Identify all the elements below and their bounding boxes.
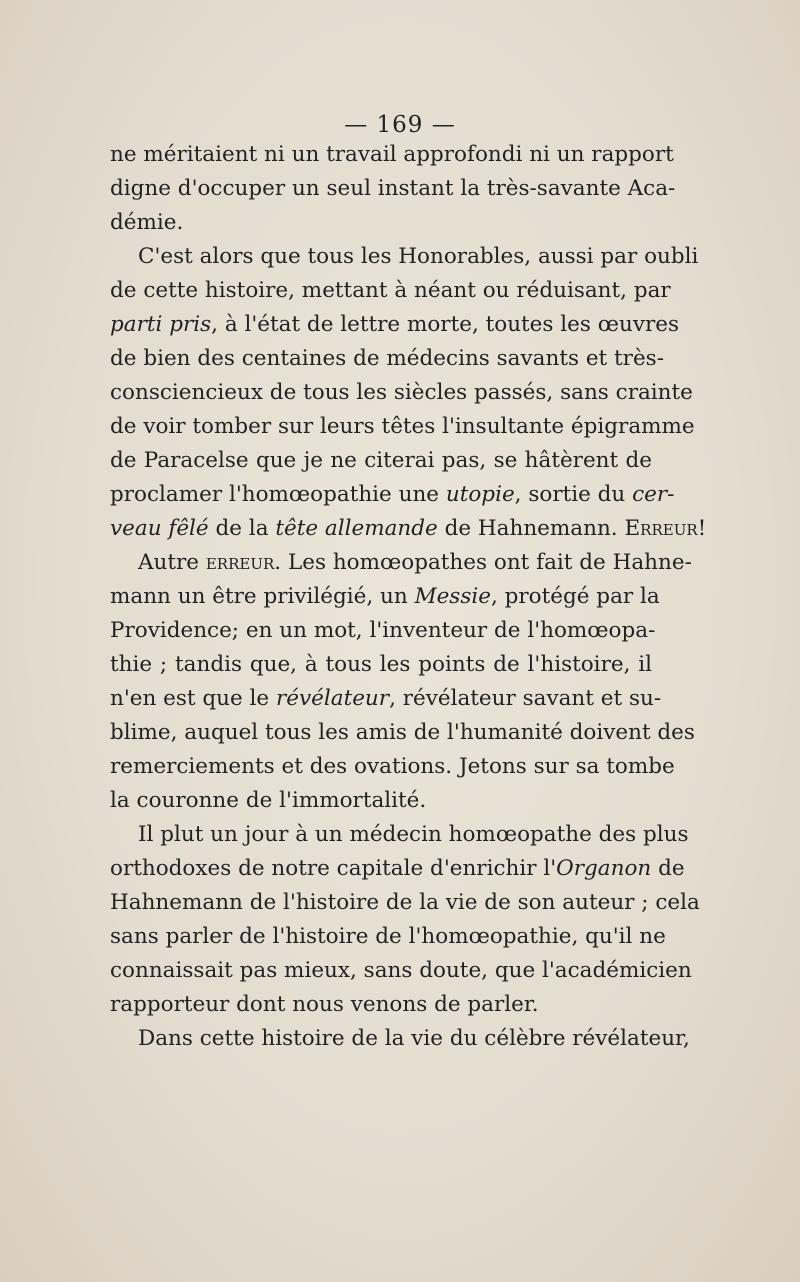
text-line <box>110 546 692 580</box>
text-segment: Organon <box>556 856 652 881</box>
text-segment: consciencieux de tous les siècles passés, sans crainte <box>110 380 693 405</box>
text-line <box>110 784 652 818</box>
text-line <box>110 920 666 954</box>
text-segment: Messie <box>414 584 491 609</box>
text-line <box>110 512 707 546</box>
text-segment: de bien des centaines de médecins savants et très- <box>110 346 664 371</box>
text-line <box>110 580 660 614</box>
text-segment: C'est alors que tous les Honorables, aussi par oubli <box>138 244 699 269</box>
text-segment: de Paracelse que je ne citerai pas, se hâtèrent de <box>110 448 652 473</box>
text-segment: de Hahnemann. <box>437 516 625 541</box>
text-line <box>110 410 695 444</box>
text-segment: Hahnemann de l'histoire de la vie de son auteur ; cela <box>110 890 700 915</box>
text-segment: démie. <box>110 210 184 235</box>
text-segment: proclamer l'homœopathie une <box>110 482 446 507</box>
text-segment: digne d'occuper un seul instant la très-savante Aca- <box>110 176 676 201</box>
text-line <box>110 240 699 274</box>
text-segment: ! <box>697 516 707 541</box>
text-segment: la couronne de l'immortalité. <box>110 788 427 813</box>
text-line <box>110 376 693 410</box>
text-line <box>110 138 674 172</box>
text-segment: thie ; tandis que, à tous les points de l'histoire, il <box>110 652 652 677</box>
text-line <box>110 478 675 512</box>
text-segment: . Les homœopathes ont fait de Hahne- <box>274 550 692 575</box>
text-segment: de voir tomber sur leurs têtes l'insultante épigramme <box>110 414 695 439</box>
text-segment: connaissait pas mieux, sans doute, que l'académicien <box>110 958 692 983</box>
text-line <box>110 274 671 308</box>
text-segment: orthodoxes de notre capitale d'enrichir l' <box>110 856 557 881</box>
text-line <box>110 716 695 750</box>
text-line <box>110 308 680 342</box>
text-segment: Autre <box>138 550 206 575</box>
text-segment: tête allemande <box>275 516 438 541</box>
text-segment: erreur <box>205 550 275 575</box>
text-segment: Providence; en un mot, l'inventeur de l'homœopa- <box>110 618 656 643</box>
text-segment: Dans cette histoire de la vie du célèbre révélateur, <box>138 1026 690 1051</box>
text-segment: veau fêlé <box>110 516 209 541</box>
text-segment: , protégé par la <box>490 584 660 609</box>
text-line <box>110 988 652 1022</box>
text-segment: Il plut un jour à un médecin homœopathe des plus <box>138 822 689 847</box>
text-segment: révélateur <box>276 686 390 711</box>
text-segment: utopie <box>445 482 515 507</box>
text-line <box>110 206 652 240</box>
text-line <box>110 682 662 716</box>
text-line <box>110 444 652 478</box>
text-segment: blime, auquel tous les amis de l'humanité doivent des <box>110 720 695 745</box>
text-segment: ne méritaient ni un travail approfondi ni un rapport <box>110 142 674 167</box>
text-segment: remerciements et des ovations. Jetons sur sa tombe <box>110 754 675 779</box>
text-line <box>110 342 664 376</box>
text-segment: n'en est que le <box>110 686 276 711</box>
text-line <box>110 886 700 920</box>
text-segment: sans parler de l'histoire de l'homœopathie, qu'il ne <box>110 924 666 949</box>
text-segment: rapporteur dont nous venons de parler. <box>110 992 539 1017</box>
text-line <box>110 648 652 682</box>
text-segment: cer- <box>632 482 675 507</box>
text-line <box>110 614 656 648</box>
text-segment: Erreur <box>624 516 698 541</box>
text-line <box>110 750 675 784</box>
text-segment: , à l'état de lettre morte, toutes les œuvres <box>211 312 680 337</box>
text-segment: parti pris <box>110 312 212 337</box>
text-line <box>110 172 676 206</box>
text-line <box>110 1022 690 1056</box>
text-line <box>110 954 692 988</box>
text-segment: de la <box>208 516 276 541</box>
text-line <box>110 818 689 852</box>
page-number: — 169 — <box>344 112 456 138</box>
body-text <box>110 138 707 1056</box>
text-segment: , révélateur savant et su- <box>389 686 662 711</box>
text-segment: de cette histoire, mettant à néant ou réduisant, par <box>110 278 671 303</box>
text-segment: de <box>651 856 685 881</box>
text-segment: mann un être privilégié, un <box>110 584 415 609</box>
text-segment: , sortie du <box>514 482 633 507</box>
text-line <box>110 852 685 886</box>
